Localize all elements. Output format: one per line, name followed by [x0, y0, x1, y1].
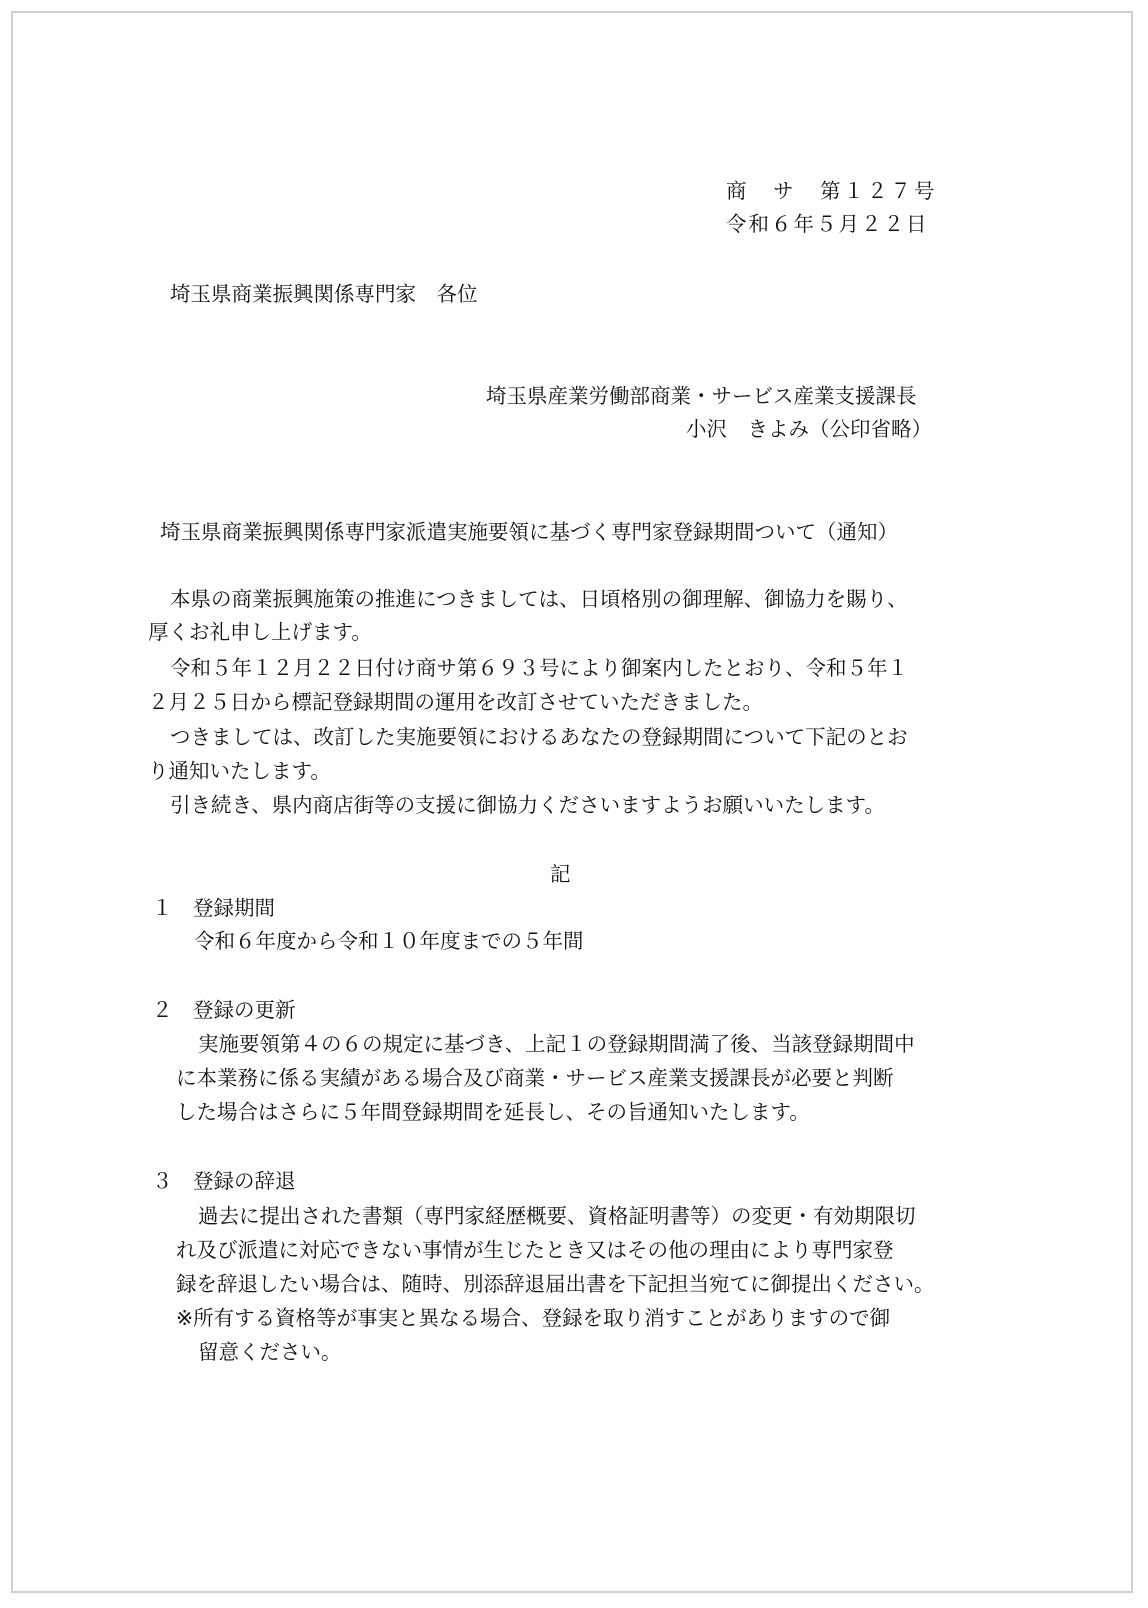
document-title: 埼玉県商業振興関係専門家派遣実施要領に基づく専門家登録期間ついて（通知） — [160, 520, 898, 544]
section-heading: ３ 登録の辞退 — [152, 1169, 296, 1193]
body-line: 本県の商業振興施策の推進につきましては、日頃格別の御理解、御協力を賜り、 — [170, 587, 908, 611]
body-line: ２月２５日から標記登録期間の運用を改訂させていただきました。 — [148, 690, 763, 714]
sender-department: 埼玉県産業労働部商業・サービス産業支援課長 — [486, 384, 917, 408]
section-note: 留意ください。 — [198, 1340, 342, 1364]
document-number: 商 サ 第１２７号 — [726, 179, 938, 203]
ki-heading: 記 — [550, 862, 571, 886]
section-line: 実施要領第４の６の規定に基づき、上記１の登録期間満了後、当該登録期間中 — [198, 1032, 915, 1056]
addressee: 埼玉県商業振興関係専門家 各位 — [170, 282, 478, 306]
section-line: 過去に提出された書類（専門家経歴概要、資格証明書等）の変更・有効期限切 — [198, 1204, 916, 1228]
body-line: 厚くお礼申し上げます。 — [148, 620, 372, 644]
section-line: に本業務に係る実績がある場合及び商業・サービス産業支援課長が必要と判断 — [176, 1066, 894, 1090]
body-line: 令和５年１２月２２日付け商サ第６９３号により御案内したとおり、令和５年１ — [170, 656, 908, 680]
sender-name: 小沢 きよみ（公印省略） — [686, 417, 932, 441]
section-heading: ２ 登録の更新 — [152, 998, 296, 1022]
document-date: 令和６年５月２２日 — [726, 212, 929, 236]
body-line: 引き続き、県内商店街等の支援に御協力くださいますようお願いいたします。 — [170, 793, 886, 817]
section-heading: １ 登録期間 — [152, 896, 275, 920]
section-line: 令和６年度から令和１０年度までの５年間 — [194, 929, 584, 953]
section-line: した場合はさらに５年間登録期間を延長し、その旨通知いたします。 — [176, 1100, 810, 1124]
section-line: 録を辞退したい場合は、随時、別添辞退届出書を下記担当宛てに御提出ください。 — [176, 1272, 935, 1296]
section-note: ※所有する資格等が事実と異なる場合、登録を取り消すことがありますので御 — [176, 1306, 891, 1330]
body-line: つきましては、改訂した実施要領におけるあなたの登録期間について下記のとお — [170, 725, 908, 749]
section-line: れ及び派遣に対応できない事情が生じたとき又はその他の理由により専門家登 — [176, 1238, 894, 1262]
body-line: り通知いたします。 — [148, 759, 331, 783]
